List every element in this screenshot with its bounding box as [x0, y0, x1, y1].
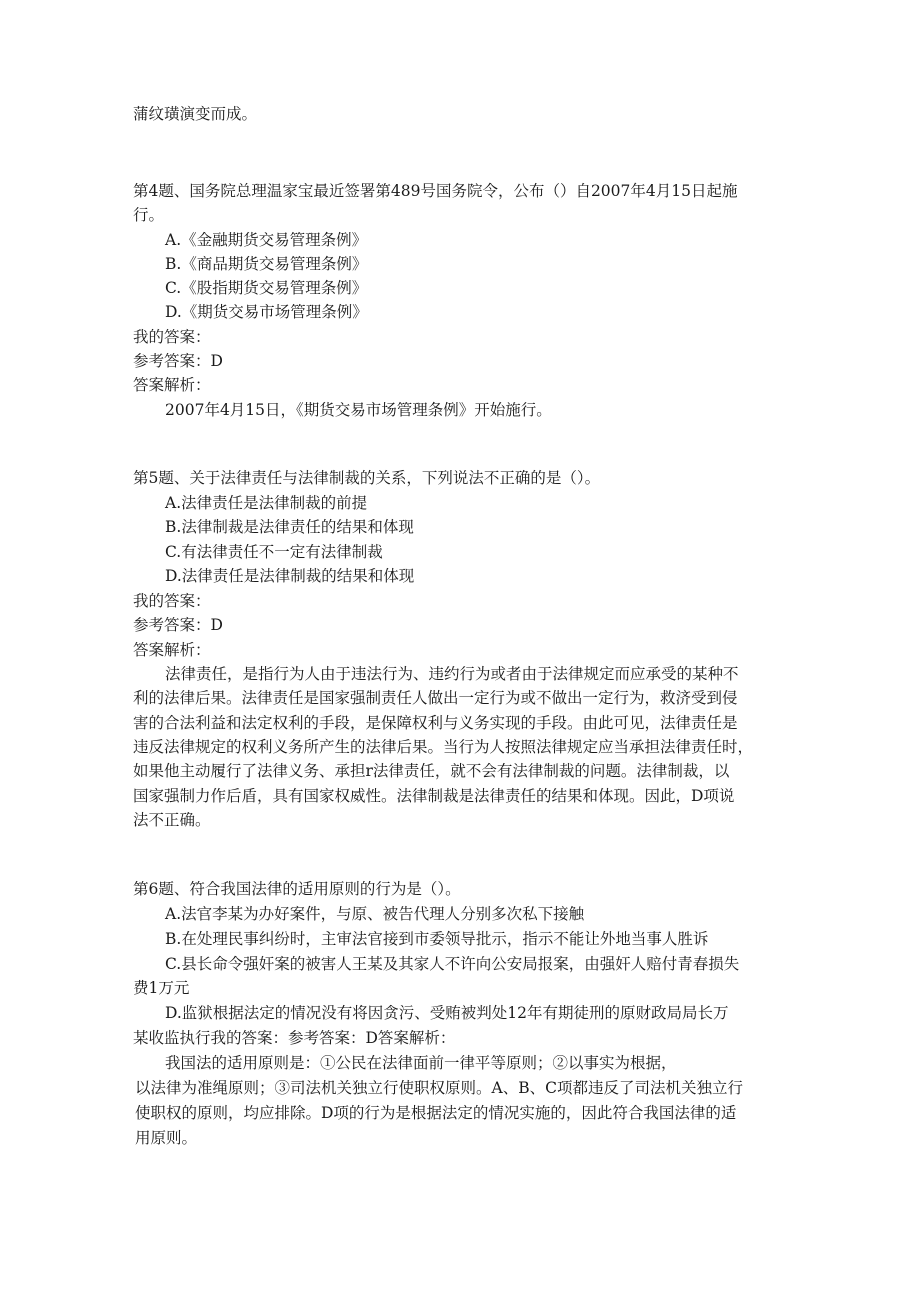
q6-analysis-line: 我国法的适用原则是：①公民在法律面前一律平等原则；②以事实为根据，: [165, 1054, 677, 1072]
q4-option-a: A.《金融期货交易管理条例》: [165, 231, 368, 249]
q5-analysis-line: 国家强制力作后盾，具有国家权威性。法律制裁是法律责任的结果和体现。因此，D项说: [133, 787, 735, 805]
q4-my-answer: 我的答案：: [133, 328, 211, 346]
q5-ref-answer: 参考答案：D: [133, 616, 223, 634]
q5-analysis-line: 如果他主动履行了法律义务、承担r法律责任，就不会有法律制裁的问题。法律制裁，以: [133, 762, 730, 780]
q6-option-c: C.县长命令强奸案的被害人王某及其家人不许向公安局报案，由强奸人赔付青春损失: [165, 955, 740, 973]
intro-line: 蒲纹璜演变而成。: [133, 105, 258, 123]
q6-stem: 第6题、符合我国法律的适用原则的行为是（）。: [133, 880, 461, 898]
q5-stem: 第5题、关于法律责任与法律制裁的关系，下列说法不正确的是（）。: [133, 469, 601, 487]
q4-stem-cont: 行。: [133, 206, 165, 224]
q5-analysis-label: 答案解析：: [133, 641, 211, 659]
q5-analysis-line: 法不正确。: [133, 811, 211, 829]
q5-option-a: A.法律责任是法律制裁的前提: [165, 494, 368, 512]
q6-option-a: A.法官李某为办好案件，与原、被告代理人分别多次私下接触: [165, 905, 585, 923]
q5-analysis-line: 法律责任，是指行为人由于违法行为、违约行为或者由于法律规定而应承受的某种不: [165, 665, 739, 683]
q5-option-d: D.法律责任是法律制裁的结果和体现: [165, 567, 415, 585]
q6-analysis-line: 用原则。: [135, 1129, 198, 1147]
q6-analysis-line: 使职权的原则，均应排除。D项的行为是根据法定的情况实施的，因此符合我国法律的适: [135, 1104, 737, 1122]
q4-analysis-label: 答案解析：: [133, 376, 211, 394]
q5-analysis-line: 害的合法利益和法定权利的手段，是保障权利与义务实现的手段。由此可见，法律责任是: [133, 714, 738, 732]
q5-my-answer: 我的答案：: [133, 592, 211, 610]
q4-analysis-text: 2007年4月15日，《期货交易市场管理条例》开始施行。: [165, 401, 552, 419]
q4-ref-answer: 参考答案：D: [133, 352, 223, 370]
q6-option-d: D.监狱根据法定的情况没有将因贪污、受贿被判处12年有期徒刑的原财政局局长万: [165, 1004, 729, 1022]
q4-option-b: B.《商品期货交易管理条例》: [165, 255, 368, 273]
q4-option-d: D.《期货交易市场管理条例》: [165, 303, 368, 321]
q6-option-c-cont: 费1万元: [133, 979, 190, 997]
q6-analysis-line: 以法律为准绳原则；③司法机关独立行使职权原则。A、B、C项都违反了司法机关独立行: [135, 1079, 743, 1097]
q5-analysis-line: 利的法律后果。法律责任是国家强制责任人做出一定行为或不做出一定行为，救济受到侵: [133, 689, 738, 707]
q5-option-c: C.有法律责任不一定有法律制裁: [165, 543, 383, 561]
q4-option-c: C.《股指期货交易管理条例》: [165, 279, 368, 297]
q6-option-b: B.在处理民事纠纷时，主审法官接到市委领导批示，指示不能让外地当事人胜诉: [165, 930, 709, 948]
q5-analysis-line: 违反法律规定的权利义务所产生的法律后果。当行为人按照法律规定应当承担法律责任时，: [133, 738, 754, 756]
q5-option-b: B.法律制裁是法律责任的结果和体现: [165, 518, 414, 536]
q6-option-d-cont: 某收监执行我的答案：参考答案：D答案解析：: [133, 1029, 456, 1047]
q4-stem: 第4题、国务院总理温家宝最近签署第489号国务院令，公布（）自2007年4月15日起施: [133, 182, 738, 200]
